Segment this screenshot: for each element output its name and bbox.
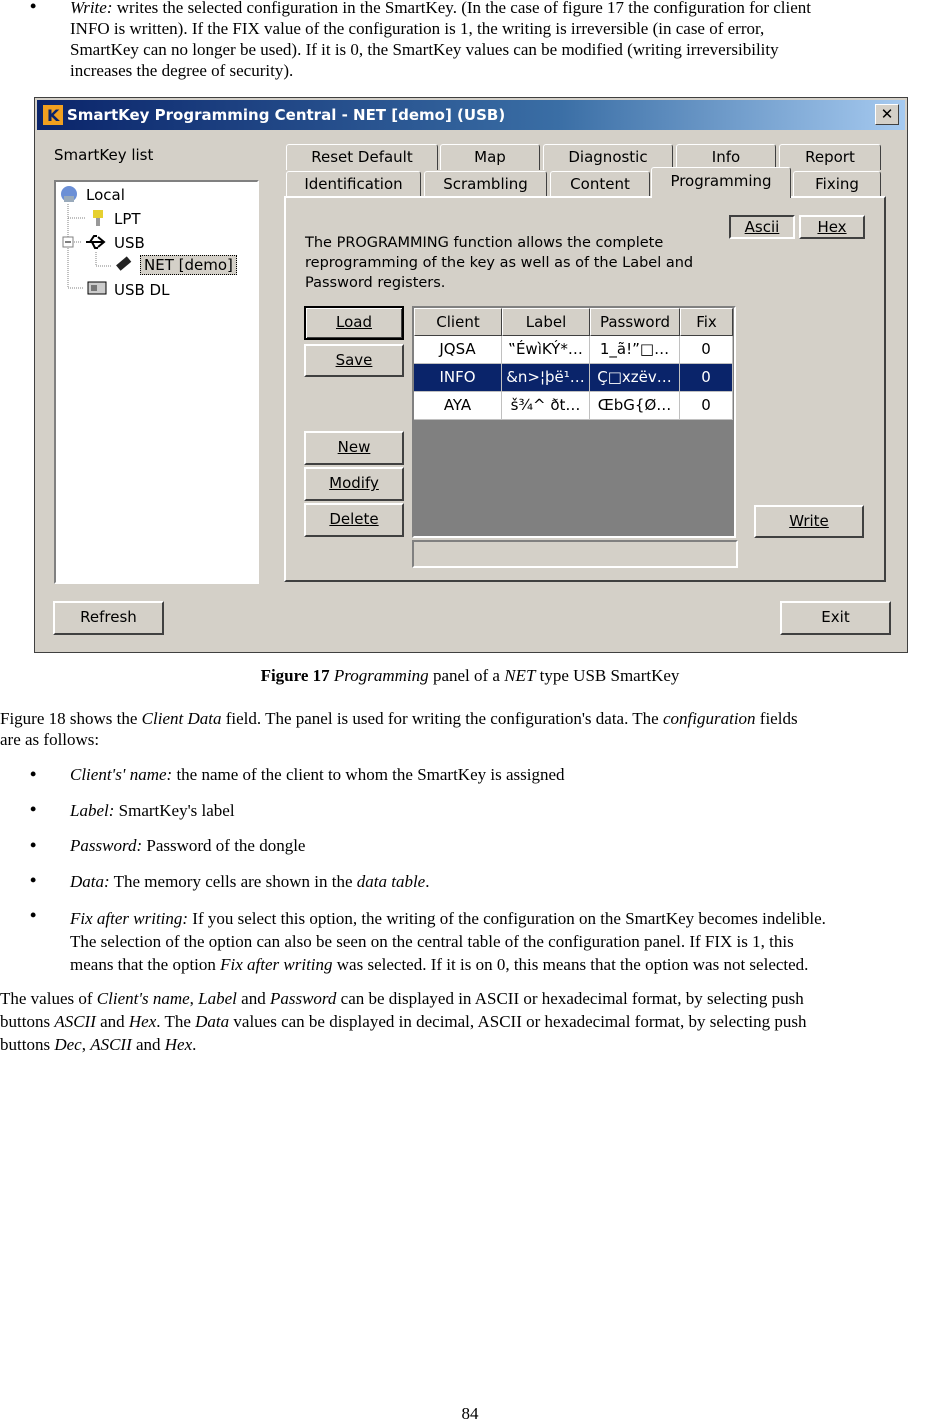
last-term: Dec [54,1035,82,1054]
tab-reset-default[interactable]: Reset Default [286,144,438,170]
modify-button-label: Modify [329,474,379,492]
lpt-key-icon [89,208,107,228]
item-term: Password: [70,836,143,855]
figure-caption [0,666,940,686]
tree-item-local[interactable]: Local [86,186,125,204]
p1-text-c: field. The panel is used for writing the configuration's data. The [221,709,663,728]
write-button-label: Write [789,512,829,530]
tab-report[interactable]: Report [779,144,881,170]
delete-button-label: Delete [329,510,379,528]
configuration-table[interactable] [412,306,736,538]
usb-icon [84,232,106,252]
delete-button[interactable] [304,503,404,537]
list-item-fix [70,907,940,976]
usb-key-icon [112,254,134,276]
tab-scrambling[interactable]: Scrambling [424,171,547,197]
bullet-marker: • [30,905,37,925]
last-text: , [81,1035,91,1054]
write-line-4: increases the degree of security). [70,61,294,80]
new-button-label: New [337,438,371,456]
save-button[interactable] [304,344,404,377]
item-text: Password of the dongle [142,836,306,855]
tree-item-usb[interactable]: USB [114,234,145,252]
last-text: , [189,989,199,1008]
fix-line-3-term: Fix after writing [220,955,333,974]
p1-text-e: fields [755,709,798,728]
last-term: ASCII [90,1035,132,1054]
last-text: and [236,989,270,1008]
table-cell[interactable]: 0 [680,336,733,364]
new-button[interactable] [304,431,404,465]
p1-line-2: are as follows: [0,730,100,749]
last-text: The values of [0,989,97,1008]
write-line-2: INFO is written). If the FIX value of the configuration is 1, the writing is irreversible (in case of error, [70,19,765,38]
tab-programming[interactable]: Programming [651,167,791,198]
caption-tail: type USB SmartKey [535,666,680,685]
p1-term-configuration: configuration [662,709,756,728]
item-text: SmartKey's label [114,801,235,820]
tree-item-net-demo[interactable]: NET [demo] [140,255,237,275]
computer-icon [59,184,79,204]
table-cell-selected[interactable]: &n>¦þë¹… [502,364,590,392]
hex-button[interactable] [799,215,865,239]
list-item [70,764,940,786]
tree-label: SmartKey list [54,146,154,164]
tab-identification[interactable]: Identification [286,171,421,197]
caption-italic-term: Programming [333,666,429,685]
write-term: Write: [70,0,113,17]
table-cell[interactable]: ŒbG{Ø… [590,392,680,420]
last-term: Label [198,989,237,1008]
modify-button[interactable] [304,467,404,501]
list-item [70,800,940,822]
last-text: and [131,1035,165,1054]
item-text: the name of the client to whom the SmartKey is assigned [172,765,565,784]
tab-fixing[interactable]: Fixing [793,171,881,197]
caption-text: panel of a [428,666,505,685]
item-term: Data: [70,872,110,891]
refresh-button[interactable]: Refresh [53,601,164,635]
save-button-label: Save [335,351,373,369]
bullet-marker: • [30,764,37,784]
col-header-password[interactable]: Password [590,308,680,336]
item-tail: . [425,872,430,891]
desc-line-3: Password registers. [305,275,446,291]
col-header-label[interactable]: Label [502,308,590,336]
status-field [412,540,738,568]
tree-item-usb-dl[interactable]: USB DL [114,281,170,299]
item-term-2: data table [356,872,426,891]
table-cell[interactable]: ‟ÉwìKÝ*… [502,336,590,364]
ascii-button-label: Ascii [744,218,780,236]
fix-line-3c: was selected. If it is on 0, this means that the option was not selected. [332,955,809,974]
last-text: can be displayed in ASCII or hexadecimal format, by selecting push [336,989,804,1008]
write-line-1: writes the selected configuration in the SmartKey. (In the case of figure 17 the configuration for client [112,0,811,17]
last-text: buttons [0,1035,55,1054]
last-paragraph [0,987,940,1056]
smartkey-tree[interactable] [54,180,259,584]
app-logo-icon [43,105,63,125]
page-number: 84 [461,1404,479,1423]
intro-paragraph [0,708,940,750]
close-button[interactable]: ✕ [875,104,899,125]
col-header-client[interactable]: Client [414,308,502,336]
bullet-marker: • [30,870,37,890]
caption-italic-term-2: NET [504,666,536,685]
title-bar [37,100,905,130]
caption-figure-number: Figure 17 [260,666,330,685]
programming-description [305,233,693,293]
last-text: . [192,1035,197,1054]
last-term: Client's name [96,989,190,1008]
tab-map[interactable]: Map [440,144,540,170]
last-text: values can be displayed in decimal, ASCII or hexadecimal format, by selecting push [229,1012,807,1031]
tab-diagnostic[interactable]: Diagnostic [543,144,673,170]
table-cell[interactable]: š¾^ ðt… [502,392,590,420]
item-term: Client's' name: [70,765,173,784]
desc-line-1: The PROGRAMMING function allows the complete [305,235,664,251]
fix-line-1: If you select this option, the writing of the configuration on the SmartKey becomes indelible. [188,909,826,928]
svg-text:K: K [47,106,60,125]
list-item [70,835,940,857]
last-term: ASCII [54,1012,96,1031]
write-button[interactable] [754,505,864,538]
list-item [70,871,940,893]
ascii-button[interactable] [729,215,795,239]
p1-text-a: Figure 18 shows the [0,709,142,728]
table-cell-selected[interactable]: Ç□xzëv… [590,364,680,392]
table-cell-selected[interactable]: INFO [414,364,502,392]
desc-line-2: reprogramming of the key as well as of the Label and [305,255,694,271]
last-text: . The [156,1012,196,1031]
p1-term-client-data: Client Data [141,709,222,728]
last-term: Hex [164,1035,193,1054]
fix-line-3a: means that the option [70,955,221,974]
last-term: Hex [128,1012,157,1031]
fix-term: Fix after writing: [70,909,189,928]
hex-button-label: Hex [817,218,847,236]
table-cell[interactable]: AYA [414,392,502,420]
bullet-marker: • [30,0,37,16]
bullet-marker: • [30,835,37,855]
window-title: SmartKey Programming Central - NET [demo] (USB) [67,106,506,124]
tree-item-lpt[interactable]: LPT [114,210,141,228]
load-button-label: Load [336,313,372,331]
table-cell[interactable]: 1_ã!”□… [590,336,680,364]
last-text: and [95,1012,129,1031]
table-cell-selected[interactable]: 0 [680,364,733,392]
tab-info[interactable]: Info [676,144,776,170]
load-button[interactable] [304,306,404,340]
last-term: Data [195,1012,230,1031]
last-text: buttons [0,1012,55,1031]
table-cell[interactable]: 0 [680,392,733,420]
exit-button[interactable]: Exit [780,601,891,635]
item-term: Label: [70,801,115,820]
write-line-3: SmartKey can no longer be used). If it is 0, the SmartKey values can be modified (writing irreversibility [70,40,779,59]
fix-line-2: The selection of the option can also be seen on the central table of the configuration panel. If FIX is 1, this [70,932,794,951]
usb-dl-icon [86,279,110,297]
tab-content[interactable]: Content [550,171,650,197]
table-cell[interactable]: JQSA [414,336,502,364]
bullet-marker: • [30,799,37,819]
write-description [70,0,940,81]
col-header-fix[interactable]: Fix [680,308,733,336]
smartkey-window [34,97,908,653]
last-term: Password [269,989,337,1008]
item-text: The memory cells are shown in the [109,872,357,891]
